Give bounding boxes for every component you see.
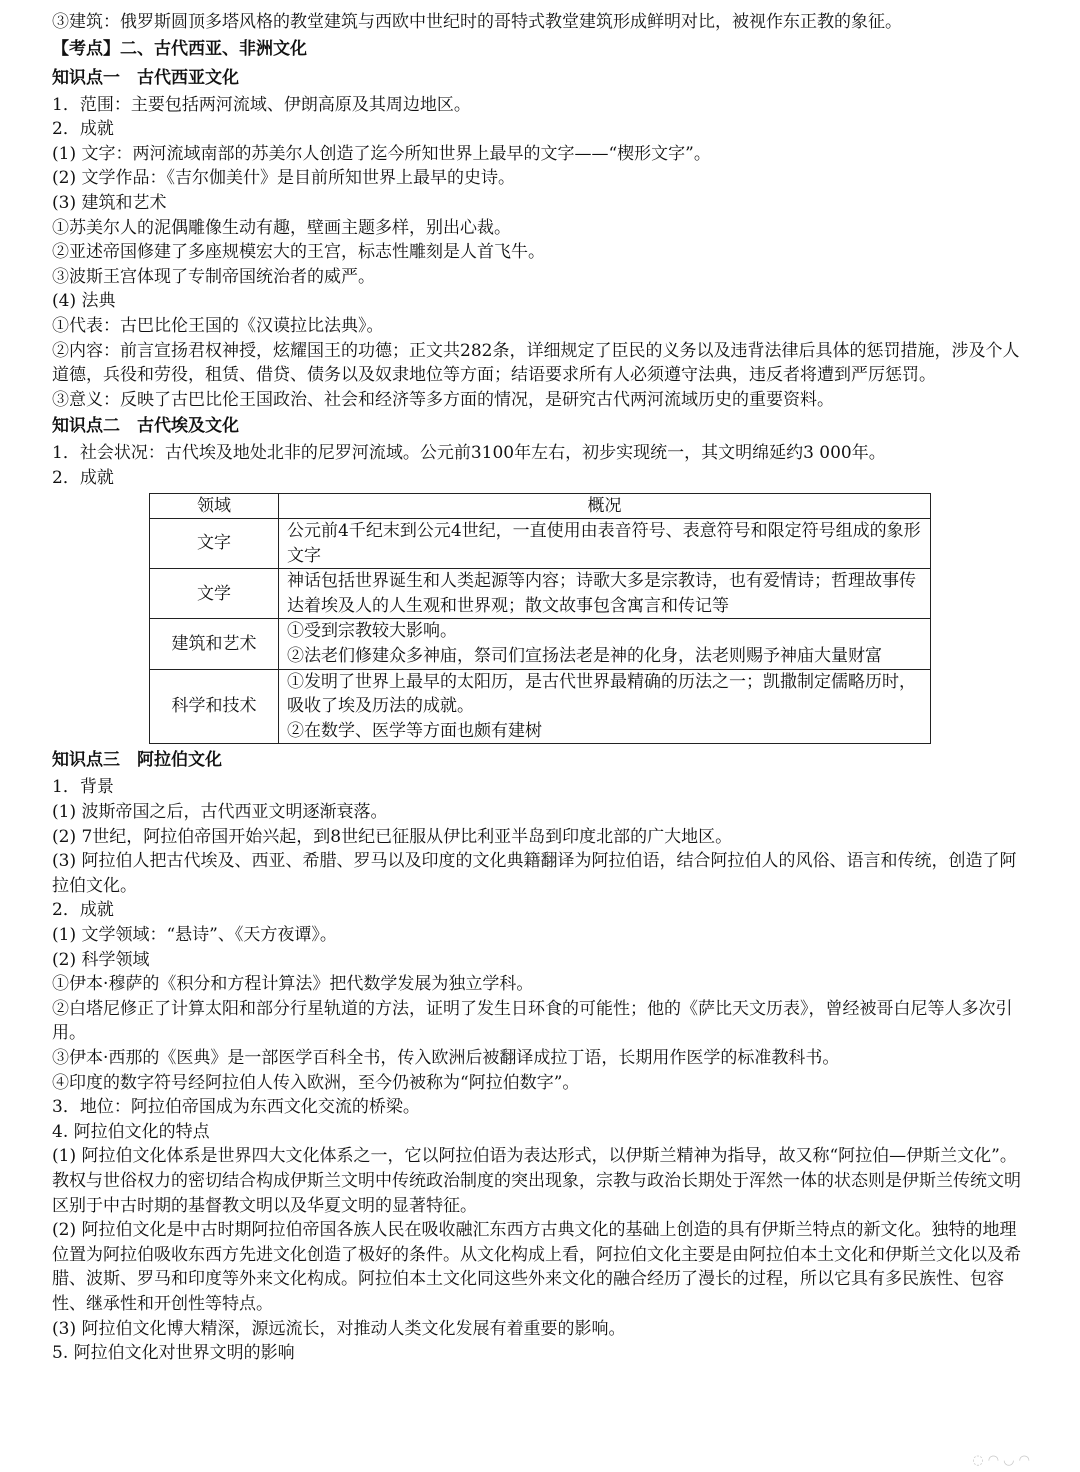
text-line: ③意义：反映了古巴比伦王国政治、社会和经济等多方面的情况，是研究古代两河流域历史的重要资料。 [52, 389, 834, 410]
text-line: ②亚述帝国修建了多座规模宏大的王宫，标志性雕刻是人首飞牛。 [52, 242, 545, 263]
text-line: 5. 阿拉伯文化对世界文明的影响 [52, 1343, 295, 1364]
section-heading: 知识点二 古代埃及文化 [52, 416, 239, 437]
egypt-achievements-table [149, 493, 931, 745]
text-line: 2．成就 [52, 467, 114, 488]
cell-domain: 文学 [150, 569, 279, 619]
text-line: (1) 阿拉伯文化体系是世界四大文化体系之一，它以阿拉伯语为表达形式，以伊斯兰精神为指导，故又称“阿拉伯—伊斯兰文化”。教权与世俗权力的密切结合构成伊斯兰文明中传统政治制度的突出现象，宗教与政治长期处于浑然一体的状态则是伊斯兰传统文明区别于中古时期的基督教文明以及华夏文明的显著特征。 [52, 1146, 1021, 1216]
text-line: (2) 文学作品：《吉尔伽美什》是目前所知世界上最早的史诗。 [52, 168, 515, 189]
section-heading: 【考点】二、古代西亚、非洲文化 [52, 38, 307, 59]
header-overview: 概况 [279, 493, 931, 519]
text-line: ②白塔尼修正了计算太阳和部分行星轨道的方法，证明了发生日环食的可能性；他的《萨比天文历表》，曾经被哥白尼等人多次引用。 [52, 998, 1013, 1044]
section-heading: 知识点一 古代西亚文化 [52, 67, 239, 88]
cell-description: 公元前4千纪末到公元4世纪，一直使用由表音符号、表意符号和限定符号组成的象形文字 [279, 519, 931, 569]
text-line: (3) 阿拉伯人把古代埃及、西亚、希腊、罗马以及印度的文化典籍翻译为阿拉伯语，结合阿拉伯人的风俗、语言和传统，创造了阿拉伯文化。 [52, 851, 1017, 896]
text-line: (1) 文学领域：“悬诗”、《天方夜谭》。 [52, 925, 337, 945]
text-line: (1) 波斯帝国之后，古代西亚文明逐渐衰落。 [52, 802, 388, 823]
text-line: (2) 阿拉伯文化是中古时期阿拉伯帝国各族人民在吸收融汇东西方古典文化的基础上创造的具有伊斯兰特点的新文化。独特的地理位置为阿拉伯吸收东西方先进文化创造了极好的条件。从文化构成上看，阿拉伯文化主要是由阿拉伯本土文化和伊斯兰文化以及希腊、波斯、罗马和印度等外来文化构成。阿拉伯本土文化同这些外来文化的融合经历了漫长的过程，所以它具有多民族性、包容性、继承性和开创性等特点。 [52, 1220, 1021, 1314]
section-heading: 知识点三 阿拉伯文化 [52, 750, 222, 771]
table-row [150, 519, 931, 569]
table-row [150, 619, 931, 669]
text-line: ③伊本·西那的《医典》是一部医学百科全书，传入欧洲后被翻译成拉丁语，长期用作医学的标准教科书。 [52, 1047, 840, 1068]
watermark-logo: ◌ ◠ ◡ ◠ [972, 1453, 1030, 1468]
table-body [150, 519, 931, 744]
text-line: (2) 科学领域 [52, 949, 150, 970]
text-line: (4) 法典 [52, 291, 116, 312]
text-line: 1．社会状况：古代埃及地处北非的尼罗河流域。公元前3100年左右，初步实现统一，其文明绵延约3 000年。 [52, 443, 886, 464]
text-line: ④印度的数字符号经阿拉伯人传入欧洲，至今仍被称为“阿拉伯数字”。 [52, 1072, 580, 1093]
text-line: ②内容：前言宣扬君权神授，炫耀国王的功德；正文共282条，详细规定了臣民的义务以及违背法律后具体的惩罚措施，涉及个人道德，兵役和劳役，租赁、借贷、债务以及奴隶地位等方面；结语要求所有人必须遵守法典，违反者将遭到严厉惩罚。 [52, 340, 1020, 386]
text-line: ①伊本·穆萨的《积分和方程计算法》把代数学发展为独立学科。 [52, 974, 534, 995]
text-line: (3) 阿拉伯文化博大精深，源远流长，对推动人类文化发展有着重要的影响。 [52, 1318, 626, 1339]
header-domain: 领域 [150, 493, 279, 519]
cell-domain: 建筑和艺术 [150, 619, 279, 669]
cell-domain: 科学和技术 [150, 669, 279, 744]
text-line: ③建筑：俄罗斯圆顶多塔风格的教堂建筑与西欧中世纪时的哥特式教堂建筑形成鲜明对比，被视作东正教的象征。 [52, 12, 902, 32]
cell-description: 神话包括世界诞生和人类起源等内容；诗歌大多是宗教诗，也有爱情诗；哲理故事传达着埃及人的人生观和世界观；散文故事包含寓言和传记等 [279, 569, 931, 619]
text-line: 1．范围：主要包括两河流域、伊朗高原及其周边地区。 [52, 94, 471, 115]
text-line: ③波斯王宫体现了专制帝国统治者的威严。 [52, 266, 375, 287]
text-line: ①苏美尔人的泥偶雕像生动有趣，壁画主题多样，别出心裁。 [52, 217, 511, 238]
cell-description: ①受到宗教较大影响。 ②法老们修建众多神庙，祭司们宣扬法老是神的化身，法老则赐予神庙大量财富 [279, 619, 931, 669]
cell-description: ①发明了世界上最早的太阳历，是古代世界最精确的历法之一；凯撒制定儒略历时，吸收了埃及历法的成就。 ②在数学、医学等方面也颇有建树 [279, 669, 931, 744]
text-line: (1) 文字：两河流域南部的苏美尔人创造了迄今所知世界上最早的文字——“楔形文字”。 [52, 143, 711, 164]
section-west-asia-egypt [52, 10, 1032, 491]
text-line: (3) 建筑和艺术 [52, 192, 167, 213]
text-line: (2) 7世纪，阿拉伯帝国开始兴起，到8世纪已征服从伊比利亚半岛到印度北部的广大地区。 [52, 826, 733, 847]
text-line: 4. 阿拉伯文化的特点 [52, 1121, 210, 1142]
section-arab-culture [52, 746, 1032, 1365]
text-line: 2．成就 [52, 119, 114, 140]
text-line: 2．成就 [52, 900, 114, 921]
text-line: ①代表：古巴比伦王国的《汉谟拉比法典》。 [52, 315, 384, 336]
table-row [150, 669, 931, 744]
cell-domain: 文字 [150, 519, 279, 569]
table-row [150, 569, 931, 619]
text-line: 3．地位：阿拉伯帝国成为东西文化交流的桥梁。 [52, 1097, 420, 1118]
table-header-row [150, 493, 931, 519]
text-line: 1．背景 [52, 777, 114, 798]
